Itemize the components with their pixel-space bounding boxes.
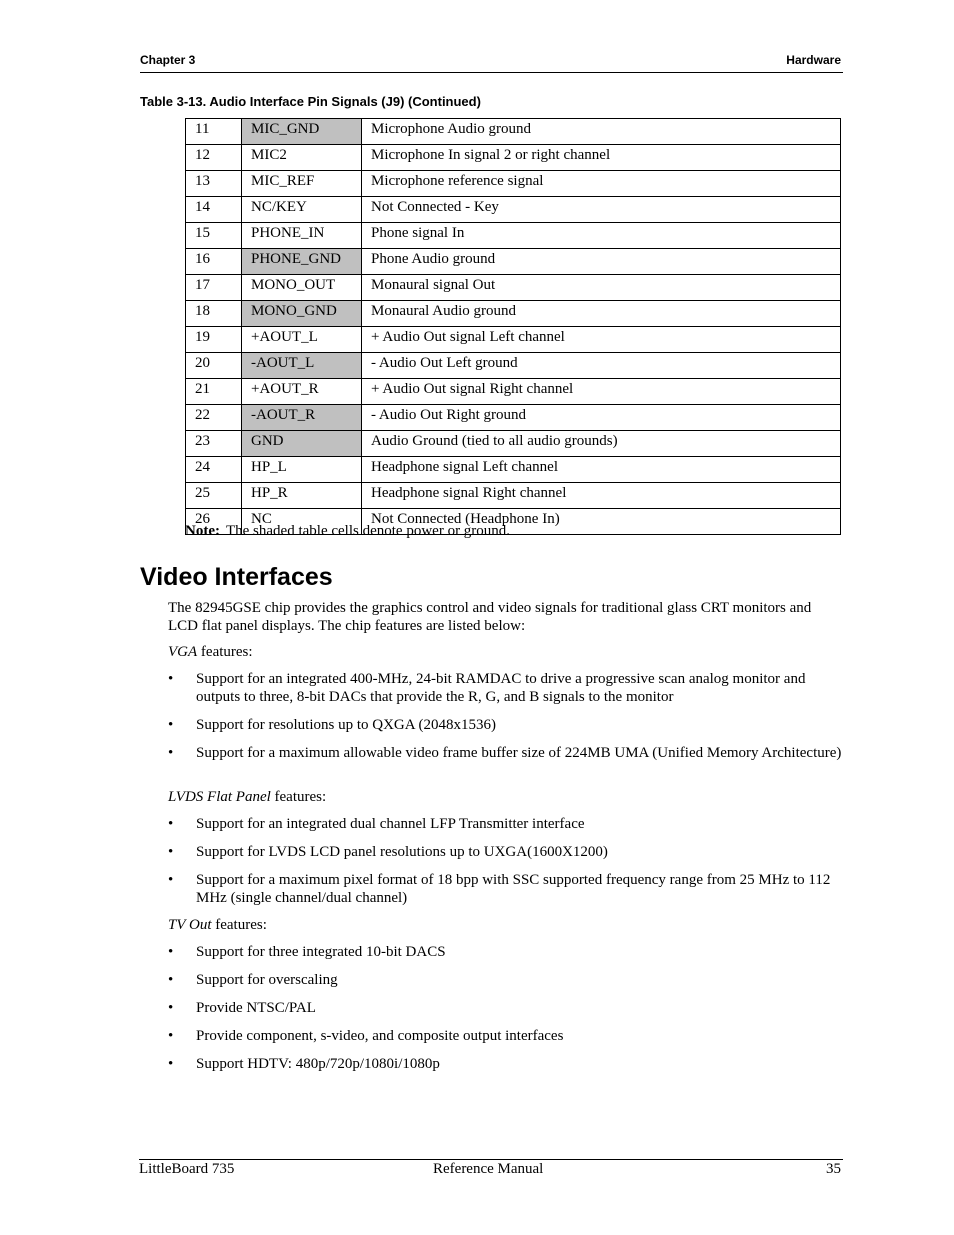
- page-footer: [139, 1159, 843, 1182]
- pin-number-cell: 24: [186, 457, 242, 483]
- description-cell: Phone signal In: [362, 223, 841, 249]
- signal-name-cell: MIC2: [242, 145, 362, 171]
- description-cell: Not Connected - Key: [362, 197, 841, 223]
- pin-number-cell: 26: [186, 509, 242, 535]
- page-number: 35: [826, 1161, 841, 1177]
- signal-name-cell: +AOUT_L: [242, 327, 362, 353]
- note-label: Note:: [185, 523, 220, 539]
- description-cell: - Audio Out Left ground: [362, 353, 841, 379]
- pin-number-cell: 18: [186, 301, 242, 327]
- table-row: [186, 379, 841, 405]
- section-intro: The 82945GSE chip provides the graphics control and video signals for traditional glass CRT monitors and LCD flat panel displays. The chip features are listed below:: [168, 600, 812, 634]
- signal-name-cell: HP_L: [242, 457, 362, 483]
- signal-name-cell: +AOUT_R: [242, 379, 362, 405]
- pin-number-cell: 23: [186, 431, 242, 457]
- table-row: [186, 249, 841, 275]
- description-cell: Phone Audio ground: [362, 249, 841, 275]
- vga-features-label: VGA features:: [168, 644, 253, 660]
- pin-number-cell: 20: [186, 353, 242, 379]
- description-cell: Microphone reference signal: [362, 171, 841, 197]
- table-row: [186, 483, 841, 509]
- description-cell: + Audio Out signal Left channel: [362, 327, 841, 353]
- chapter-label: Chapter 3: [140, 53, 196, 67]
- signal-name-cell: MONO_GND: [242, 301, 362, 327]
- pin-number-cell: 12: [186, 145, 242, 171]
- lvds-features-label: LVDS Flat Panel features:: [168, 789, 327, 805]
- table-row: [186, 431, 841, 457]
- manual-title: Reference Manual: [433, 1161, 544, 1177]
- table-row: [186, 223, 841, 249]
- table-row: [186, 197, 841, 223]
- description-cell: Not Connected (Headphone In): [362, 509, 841, 535]
- tv-features-label: TV Out features:: [168, 917, 267, 933]
- table-row: [186, 327, 841, 353]
- section-title: Video Interfaces: [140, 563, 333, 591]
- pin-number-cell: 16: [186, 249, 242, 275]
- section-label: Hardware: [786, 53, 841, 67]
- signal-name-cell: PHONE_GND: [242, 249, 362, 275]
- description-cell: Microphone Audio ground: [362, 119, 841, 145]
- pin-number-cell: 21: [186, 379, 242, 405]
- table-row: [186, 145, 841, 171]
- description-cell: Headphone signal Left channel: [362, 457, 841, 483]
- table-caption: Table 3-13. Audio Interface Pin Signals (J9) (Continued): [140, 94, 481, 109]
- description-cell: Headphone signal Right channel: [362, 483, 841, 509]
- description-cell: + Audio Out signal Right channel: [362, 379, 841, 405]
- signal-name-cell: MIC_REF: [242, 171, 362, 197]
- table-row: [186, 457, 841, 483]
- table-row: [186, 301, 841, 327]
- page-header: [140, 52, 843, 73]
- pin-number-cell: 13: [186, 171, 242, 197]
- description-cell: Monaural Audio ground: [362, 301, 841, 327]
- signal-name-cell: MONO_OUT: [242, 275, 362, 301]
- signal-name-cell: GND: [242, 431, 362, 457]
- pin-number-cell: 19: [186, 327, 242, 353]
- note-text: The shaded table cells denote power or ground.: [225, 523, 511, 539]
- pin-number-cell: 15: [186, 223, 242, 249]
- table-row: [186, 405, 841, 431]
- signal-name-cell: MIC_GND: [242, 119, 362, 145]
- pin-number-cell: 22: [186, 405, 242, 431]
- signal-name-cell: -AOUT_L: [242, 353, 362, 379]
- description-cell: Audio Ground (tied to all audio grounds): [362, 431, 841, 457]
- signal-name-cell: -AOUT_R: [242, 405, 362, 431]
- description-cell: Microphone In signal 2 or right channel: [362, 145, 841, 171]
- signal-name-cell: PHONE_IN: [242, 223, 362, 249]
- pin-number-cell: 17: [186, 275, 242, 301]
- pin-signals-table: [185, 118, 841, 535]
- description-cell: - Audio Out Right ground: [362, 405, 841, 431]
- table-note: [185, 523, 510, 540]
- signal-name-cell: NC: [242, 509, 362, 535]
- signal-name-cell: NC/KEY: [242, 197, 362, 223]
- table-row: [186, 119, 841, 145]
- description-cell: Monaural signal Out: [362, 275, 841, 301]
- product-name: LittleBoard 735: [139, 1161, 235, 1177]
- pin-number-cell: 25: [186, 483, 242, 509]
- signal-name-cell: HP_R: [242, 483, 362, 509]
- table-row: [186, 171, 841, 197]
- pin-number-cell: 14: [186, 197, 242, 223]
- pin-number-cell: 11: [186, 119, 242, 145]
- table-row: [186, 275, 841, 301]
- table-row: [186, 353, 841, 379]
